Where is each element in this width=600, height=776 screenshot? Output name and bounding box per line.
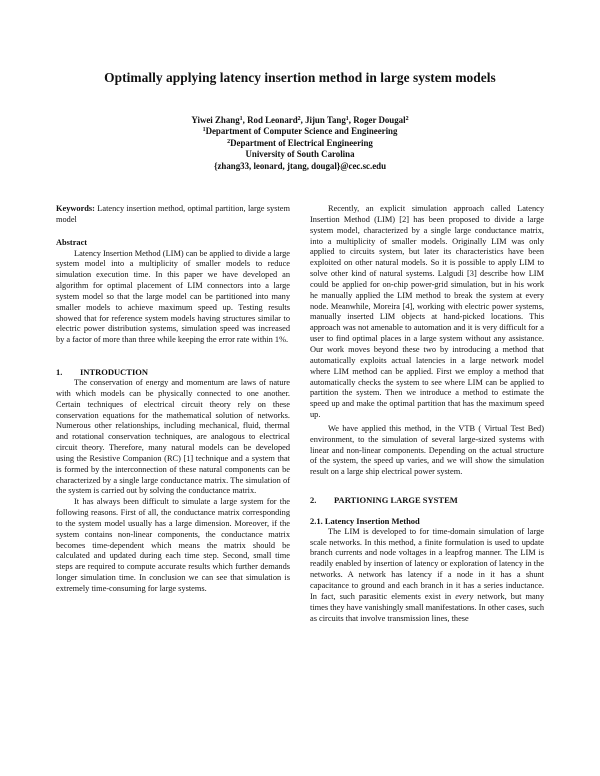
section-1-heading: 1. INTRODUCTION	[56, 367, 149, 378]
paper-title: Optimally applying latency insertion method in large system models	[104, 70, 496, 85]
author-names: Yiwei Zhang$^1$, Rod Leonard$^2$, Jijun Tang$^1$, Roger Dougal$^2$	[191, 115, 409, 125]
author-block	[80, 115, 520, 172]
lim-paragraph: The LIM is developed to for time-domain simulation of large scale networks. In this method, a finite formulation is used to update branch currents and node voltages in a leapfrog manner. The LIM is readily enabled by insertion of latency or exploration of latency in the networks. A network has latency if a node in it has a shunt capacitance to ground and each branch in it has a series inductance. In fact, such parasitic elements exist in every network, but many times they have vanishingly small manifestations. In other cases, such as circuits that involve transmission lines, these	[310, 526, 544, 623]
keywords: Keywords: Latency insertion method, optimal partition, large system model	[56, 204, 290, 224]
intro-paragraph-3: Recently, an explicit simulation approach called Latency Insertion Method (LIM) [2] has been proposed to divide a large system model, characterized by a single large conductance matrix, into a multiplicity of smaller models. Originally LIM was only applied to circuits system, but later its characteristics have been exploited on other natural models. So it is possible to apply LIM to solve other kind of natural systems. Lalgudi [3] describe how LIM could be applied for on-chip power-grid simulation, but in his work he manually applied the LIM method to break the system at every node. Meanwhile, Moreira [4], working with electric power systems, manually inserted LIM objects at hand-picked locations. This approach was not amenable to automation and it is very difficult for a user to find optimal places in a large system without any assistance. Our work moves beyond these two by introducing a method that automatically exploits actual latencies in a large network model where LIM method can be applied. First we employ a method that automatically checks the system to see where LIM can be applied to partition the system. Then we introduce a method to estimate the speed up and make the optimal partition that has the maximum speed up.	[310, 204, 544, 420]
intro-paragraph-4: We have applied this method, in the VTB ( Virtual Test Bed) environment, to the simulation of several large-sized systems with linear and non-linear components. Depending on the actual structure of the system, the speed up varies, and we will show the simulation result on a large ship electrical power system.	[310, 423, 544, 477]
subsection-2-1-heading: 2.1. Latency Insertion Method	[310, 515, 420, 526]
abstract-heading: Abstract	[56, 237, 88, 247]
author-emails: {zhang33, leonard, jtang, dougal}@cec.sc.edu	[213, 160, 387, 171]
university: University of South Carolina	[245, 149, 355, 160]
intro-paragraph-1: The conservation of energy and momentum are laws of nature with which models can be physically connected to one another. Certain techniques of electrical circuit theory rely on these conservation equations for the mathematical solution of networks. Numerous other relationships, including mechanical, fluid, thermal and rotational conservation techniques, are analogous to electrical circuit theory. Therefore, many natural models can be developed using the Resistive Companion (RC) [1] technique and a system that is formed by the interconnection of these natural components can be characterized by a single large conductance matrix. The simulation of the system is carried out by solving the conductance matrix.	[56, 377, 290, 496]
left-column	[56, 204, 290, 595]
affiliation-1: $^1$Department of Computer Science and Engineering	[202, 126, 398, 137]
intro-paragraph-2: It has always been difficult to simulate a large system for the following reasons. First of all, the conductance matrix corresponding to the system model usually has a large dimension. Moreover, if the system contains non-linear components, the conductance matrix becomes time-dependent which means the matrix should be calculated and updated during each time step. Second, small time steps are required to compute accurate results which further demands longer simulation time. In conclusion we can see that simulation is extremely time-consuming for large systems.	[56, 497, 290, 593]
affiliation-2: $^2$Department of Electrical Engineering	[227, 137, 373, 148]
section-2-heading: 2. PARTIONING LARGE SYSTEM	[310, 495, 458, 506]
abstract-text: Latency Insertion Method (LIM) can be applied to divide a large system model into a multiplicity of smaller models to reduce simulation execution time. In this paper we have developed an algorithm for optimal placement of LIM connectors into a large system model so that the large model can be partitioned into many smaller models to achieve maximum speed up. Testing results showed that for reference system models having structures similar to electric power distribution systems, simulation speed was increased by a factor of more than three while keeping the error rate within 1%.	[56, 248, 290, 345]
right-column	[310, 204, 544, 624]
